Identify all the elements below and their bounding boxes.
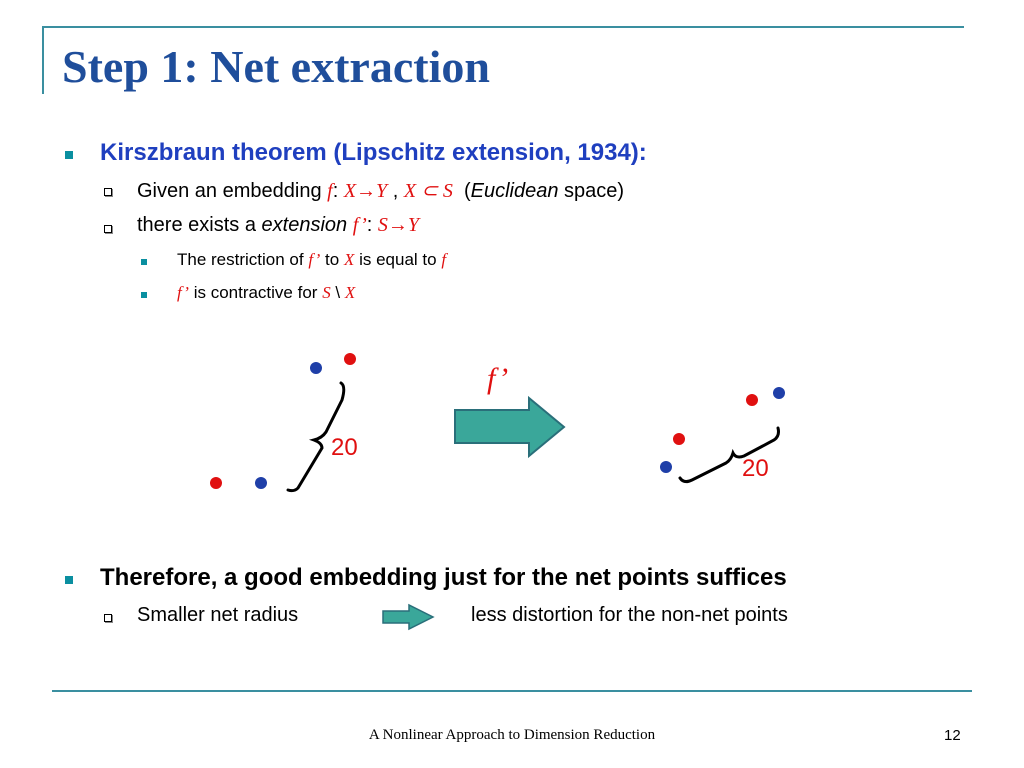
math-subset: X ⊂ S <box>403 180 453 202</box>
bullet-therefore: Therefore, a good embedding just for the net points suffices <box>100 564 787 591</box>
sub-bullet-marker <box>104 614 112 622</box>
arrow-label-fprime: f’ <box>487 362 509 395</box>
math-fprime: f’ <box>308 250 321 269</box>
footer-rule <box>52 690 972 692</box>
point-blue-bottom-left <box>255 477 267 489</box>
point-red-bottom-right <box>673 433 685 445</box>
point-blue-top-right <box>773 387 785 399</box>
text-given: Given an embedding <box>137 180 322 202</box>
point-blue-bottom-right <box>660 461 672 473</box>
distance-label-left: 20 <box>331 434 358 461</box>
text-to: to <box>325 250 340 269</box>
math-fprime: f’ <box>352 214 367 236</box>
text-equal: is equal to <box>359 250 437 269</box>
text-backslash: \ <box>335 283 341 302</box>
point-red-top-right <box>746 394 758 406</box>
math-fprime: f’ <box>177 283 189 302</box>
slide-title: Step 1: Net extraction <box>62 41 490 92</box>
text-extension: extension <box>261 214 348 236</box>
math-f: f <box>327 180 333 202</box>
math-s: S <box>322 283 331 302</box>
sub-bullet-smaller-radius: Smaller net radius <box>137 604 299 626</box>
point-red-top-left <box>344 353 356 365</box>
distance-label-right: 20 <box>742 455 769 482</box>
text-euclidean: Euclidean <box>470 180 559 202</box>
text-restriction: The restriction of <box>177 250 304 269</box>
text-space: space) <box>564 180 625 202</box>
math-map-xy: X→Y <box>343 180 388 202</box>
text-there-exists: there exists a <box>137 214 256 236</box>
sub-bullet-less-distortion: less distortion for the non-net points <box>471 604 788 626</box>
text-colon: : <box>366 214 373 236</box>
point-blue-top-left <box>310 362 322 374</box>
text-colon: : <box>332 180 339 202</box>
point-red-bottom-left <box>210 477 222 489</box>
map-arrow <box>455 398 564 456</box>
footer-title: A Nonlinear Approach to Dimension Reduction <box>368 727 656 743</box>
math-x: X <box>344 283 356 302</box>
text-open-paren: ( <box>463 180 471 202</box>
bullet-marker <box>65 576 73 584</box>
math-map-sy: S→Y <box>377 214 420 236</box>
bullet-kirszbraun: Kirszbraun theorem (Lipschitz extension, 1934): <box>100 139 647 166</box>
page-number: 12 <box>944 727 961 744</box>
text-contractive: is contractive for <box>193 283 318 302</box>
text-comma: , <box>392 180 399 202</box>
math-x: X <box>343 250 355 269</box>
math-f: f <box>441 250 447 269</box>
implies-arrow <box>383 605 433 629</box>
